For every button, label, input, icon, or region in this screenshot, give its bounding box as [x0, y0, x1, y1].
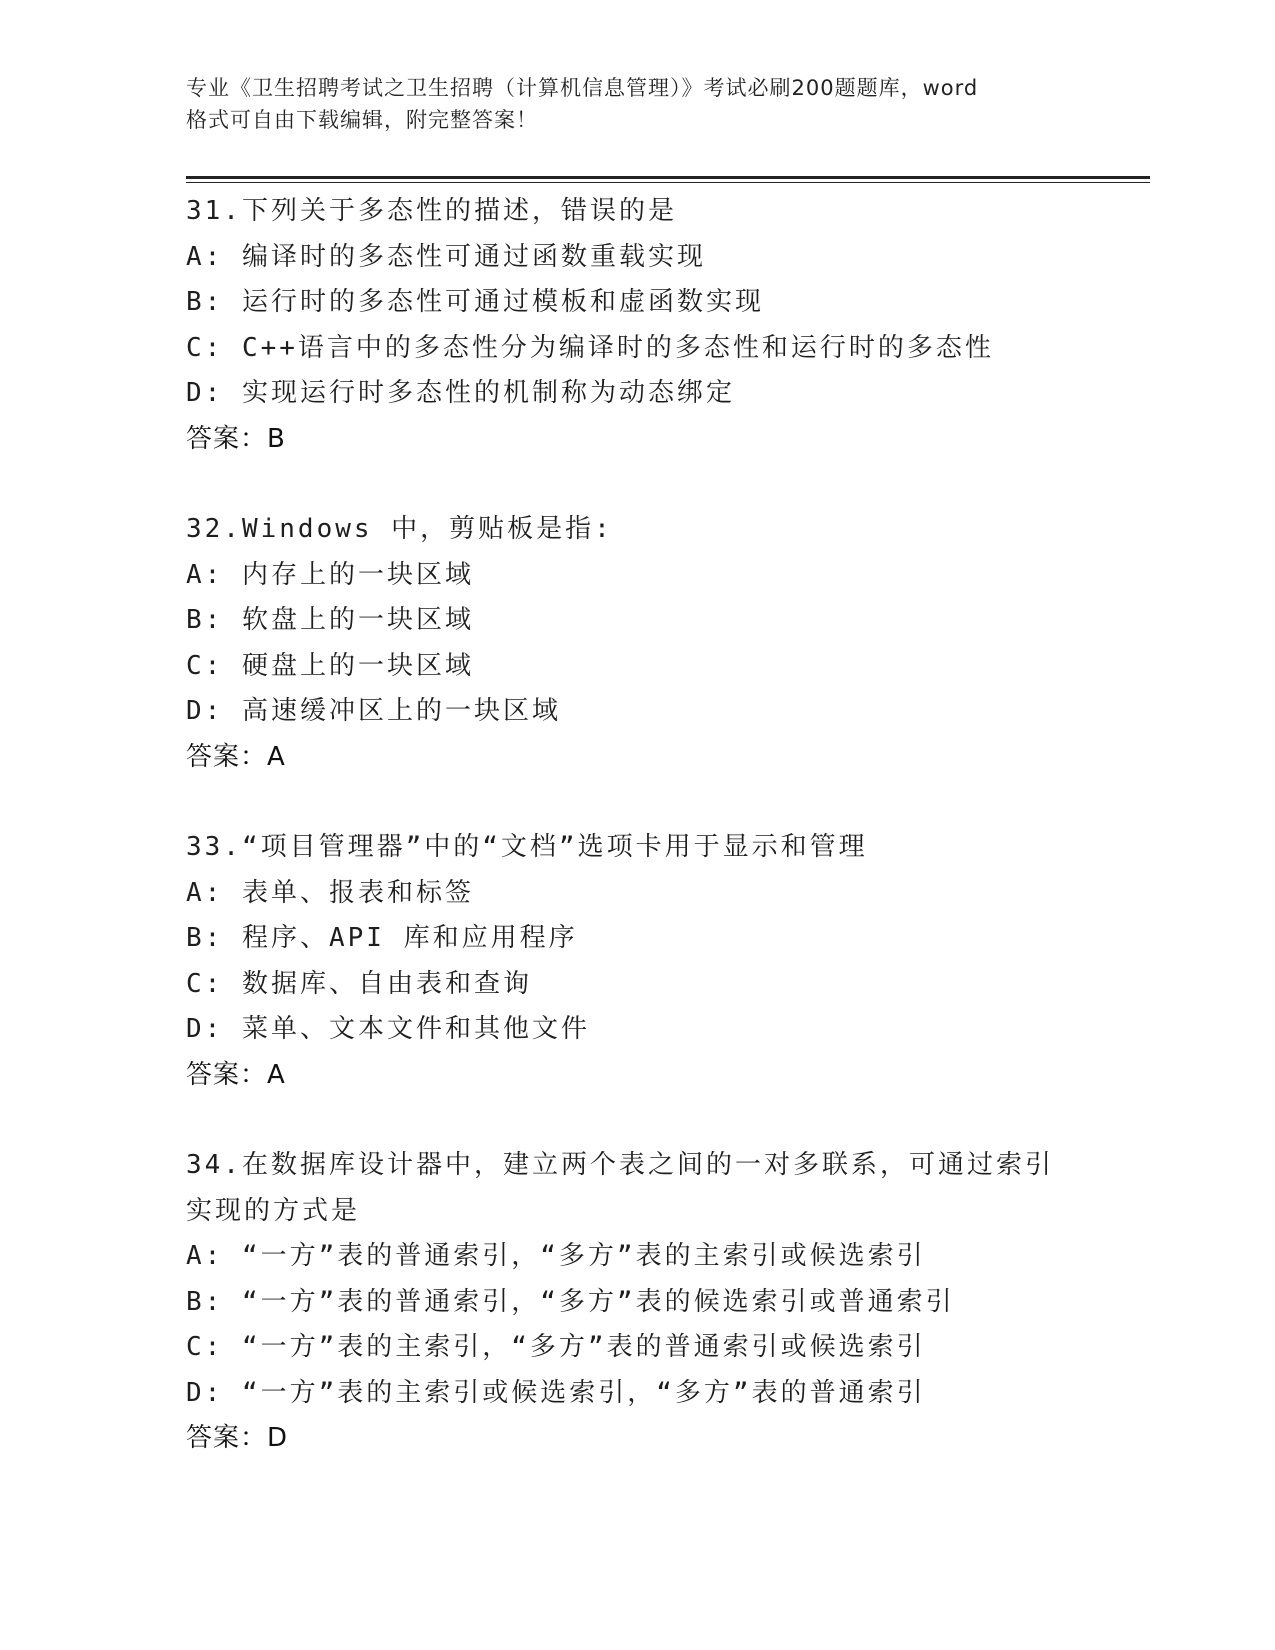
- question-31: [186, 189, 1086, 462]
- option-c: C: C++语言中的多态性分为编译时的多态性和运行时的多态性: [186, 332, 994, 363]
- option-a: A: 表单、报表和标签: [186, 877, 474, 908]
- option-c: C: 数据库、自由表和查询: [186, 968, 532, 999]
- option-b: B: “一方”表的普通索引，“多方”表的候选索引或普通索引: [186, 1286, 955, 1317]
- option-b: B: 程序、API 库和应用程序: [186, 923, 578, 953]
- option-a: A: “一方”表的普通索引，“多方”表的主索引或候选索引: [186, 1241, 926, 1271]
- option-b: B: 运行时的多态性可通过模板和虚函数实现: [186, 287, 764, 317]
- document-header: [186, 72, 1086, 136]
- option-d: D: “一方”表的主索引或候选索引，“多方”表的普通索引: [186, 1377, 926, 1408]
- header-divider-thin: [186, 182, 1150, 183]
- option-d: D: 高速缓冲区上的一块区域: [186, 696, 561, 726]
- option-c: C: 硬盘上的一块区域: [186, 650, 474, 681]
- answer-text: 答案：B: [186, 423, 286, 454]
- option-c: C: “一方”表的主索引，“多方”表的普通索引或候选索引: [186, 1332, 926, 1362]
- question-32: [186, 507, 1086, 780]
- option-a: A: 编译时的多态性可通过函数重载实现: [186, 241, 706, 272]
- option-d: D: 菜单、文本文件和其他文件: [186, 1014, 590, 1044]
- question-stem: 33.“项目管理器”中的“文档”选项卡用于显示和管理: [186, 832, 868, 862]
- option-d: D: 实现运行时多态性的机制称为动态绑定: [186, 378, 735, 408]
- question-stem: 34.在数据库设计器中，建立两个表之间的一对多联系，可通过索引实现的方式是: [186, 1150, 1054, 1226]
- header-line-1: 专业《卫生招聘考试之卫生招聘（计算机信息管理）》考试必刷200题题库，word: [186, 76, 979, 100]
- option-b: B: 软盘上的一块区域: [186, 605, 474, 635]
- header-line-2: 格式可自由下载编辑，附完整答案！: [186, 108, 538, 132]
- header-divider-thick: [186, 176, 1150, 179]
- answer-text: 答案：A: [186, 1059, 286, 1090]
- question-34: [186, 1143, 1086, 1462]
- question-33: [186, 825, 1086, 1098]
- question-list: [186, 189, 1086, 1507]
- question-stem: 32.Windows 中，剪贴板是指:: [186, 514, 613, 544]
- option-a: A: 内存上的一块区域: [186, 559, 474, 590]
- answer-text: 答案：A: [186, 741, 286, 772]
- question-stem: 31.下列关于多态性的描述，错误的是: [186, 196, 677, 226]
- answer-text: 答案：D: [186, 1423, 289, 1453]
